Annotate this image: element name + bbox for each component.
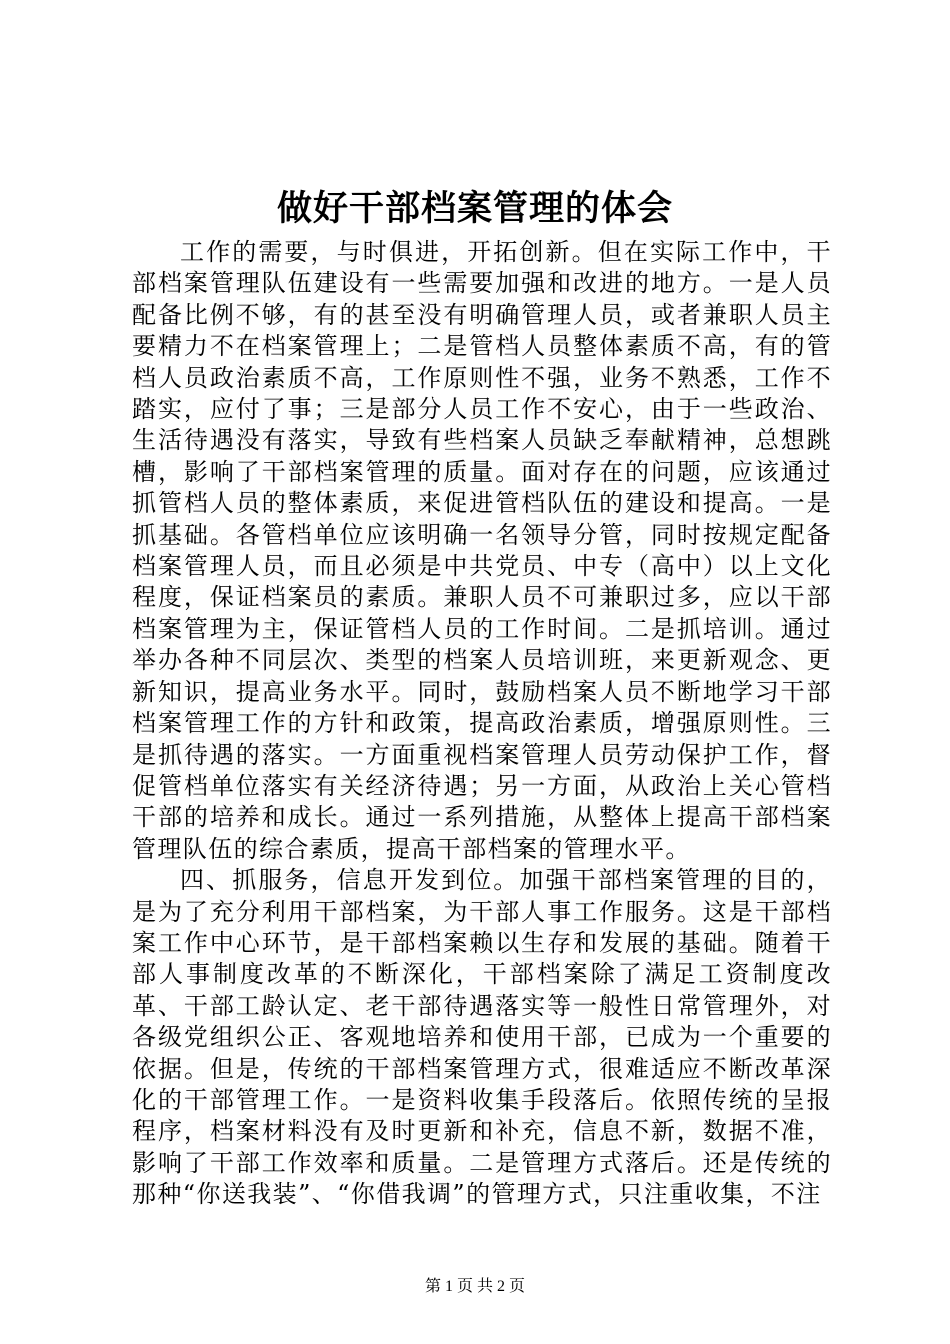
page-number-footer: 第 1 页 共 2 页 <box>424 1278 525 1295</box>
document-body <box>132 237 832 1211</box>
body-paragraph-2: 四、抓服务，信息开发到位。加强干部档案管理的目的，是为了充分利用干部档案，为干部人事工作服务。这是干部档案工作中心环节，是干部档案赖以生存和发展的基础。随着干部人事制度改革的不断深化，干部档案除了满足工资制度改革、干部工龄认定、老干部待遇落实等一般性日常管理外，对各级党组织公正、客观地培养和使用干部，已成为一个重要的依据。但是，传统的干部档案管理方式，很难适应不断改革深化的干部管理工作。一是资料收集手段落后。依照传统的呈报程序，档案材料没有及时更新和补充，信息不新，数据不准，影响了干部工作效率和质量。二是管理方式落后。还是传统的那种“你送我装”、“你借我调”的管理方式，只注重收集，不注 <box>132 866 832 1209</box>
document-title: 做好干部档案管理的体会 <box>276 188 673 229</box>
body-paragraph-1: 工作的需要，与时俱进，开拓创新。但在实际工作中，干部档案管理队伍建设有一些需要加强和改进的地方。一是人员配备比例不够，有的甚至没有明确管理人员，或者兼职人员主要精力不在档案管理上；二是管档人员整体素质不高，有的管档人员政治素质不高，工作原则性不强，业务不熟悉，工作不踏实，应付了事；三是部分人员工作不安心，由于一些政治、生活待遇没有落实，导致有些档案人员缺乏奉献精神，总想跳槽，影响了干部档案管理的质量。面对存在的问题，应该通过抓管档人员的整体素质，来促进管档队伍的建设和提高。一是抓基础。各管档单位应该明确一名领导分管，同时按规定配备档案管理人员，而且必须是中共党员、中专（高中）以上文化程度，保证档案员的素质。兼职人员不可兼职过多，应以干部档案管理为主，保证管档人员的工作时间。二是抓培训。通过举办各种不同层次、类型的档案人员培训班，来更新观念、更新知识，提高业务水平。同时，鼓励档案人员不断地学习干部档案管理工作的方针和政策，提高政治素质，增强原则性。三是抓待遇的落实。一方面重视档案管理人员劳动保护工作，督促管档单位落实有关经济待遇；另一方面，从政治上关心管档干部的培养和成长。通过一系列措施，从整体上提高干部档案管理队伍的综合素质，提高干部档案的管理水平。 <box>132 238 832 863</box>
